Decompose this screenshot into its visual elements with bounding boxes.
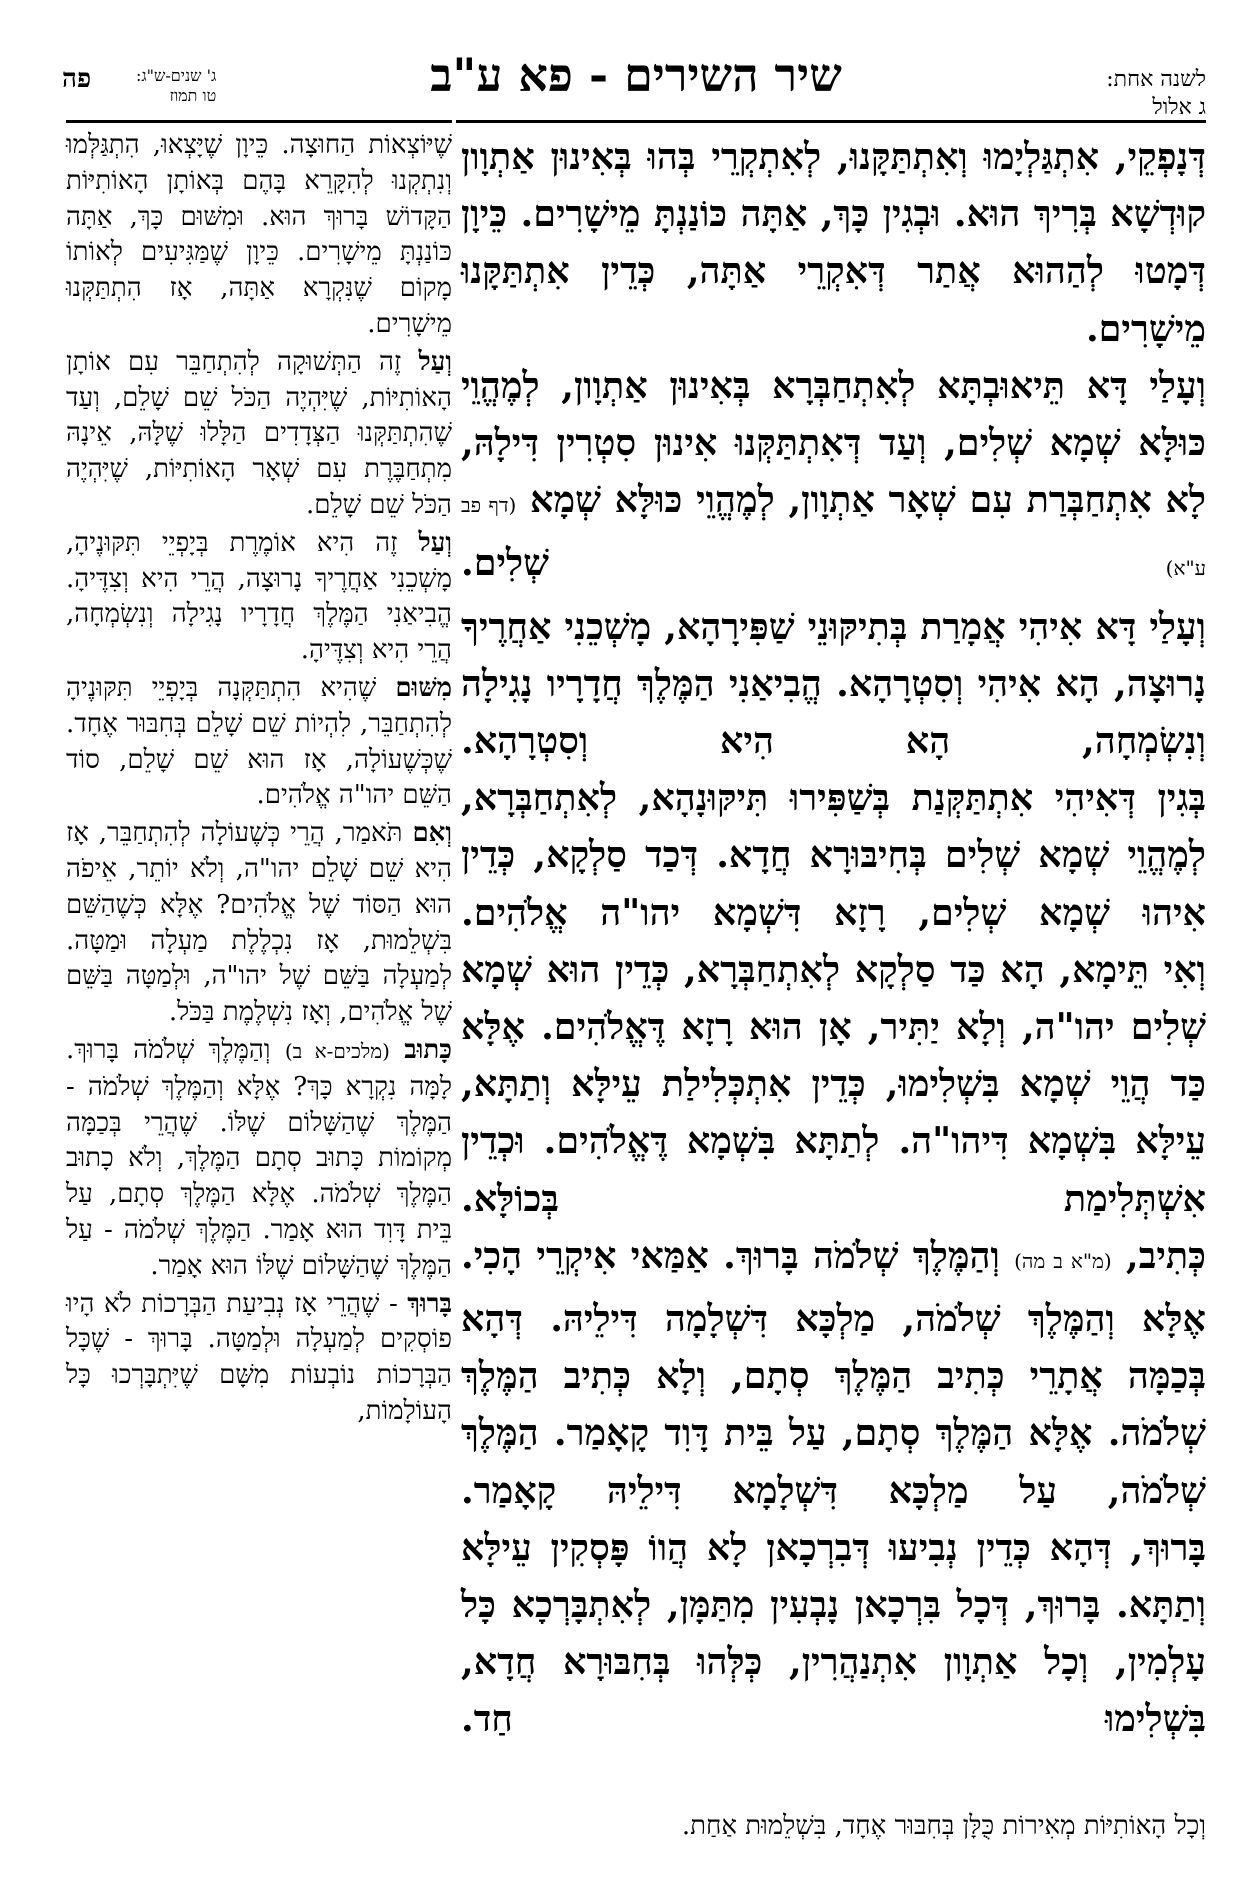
side-paragraph: מִשּׁוּם שֶׁהִיא הִתְתַּקְּנָה בְּיָפְיֵי תִּקּוּנֶיהָ לְהִתְחַבֵּר, לִהְיוֹת שֵׁם שָׁלֵם בְּחִבּוּר אֶחָד. שֶׁכְּשֶׁעוֹלָה, אָז הוּא שֵׁם שָׁלֵם, סוֹד הַשֵּׁם יהו"ה אֱלֹהִים.: [66, 672, 453, 811]
side-paragraph: שֶׁיּוֹצְאוֹת הַחוּצָה. כֵּיוָן שֶׁיָּצְאוּ, הִתְגַּלְּמוּ וְנִתְקְנוּ לְהִקָּרֵא בָּהֶם בְּאוֹתָן הָאוֹתִיּוֹת הַקָּדוֹשׁ בָּרוּךְ הוּא. וּמִשּׁוּם כָּךְ, אַתָּה כּוֹנַנְתָּ מֵישָׁרִים. כֵּיוָן שֶׁמַּגִּיעִים לְאוֹתוֹ מָקוֹם שֶׁנִּקְרָא אַתָּה, אָז הִתְתַּקְּנוּ מֵישָׁרִים.: [66, 130, 452, 339]
page-number: פה: [62, 64, 92, 94]
header-left-top: ג' שנים-ש"ג:: [136, 66, 217, 85]
main-paragraph: דְּנָפְקֵי, אִתְגַּלְיָמוּ וְאִתְתַּקָּנוּ, לְאִתְקְרֵי בְּהוּ בְּאִינוּן אַתְוָון קוּדְשָׁא בְּרִיךְ הוּא. וּבְגִין כָּךְ, אַתָּה כּוֹנַנְתָּ מֵישָׁרִים. כֵּיוָן דְּמָטוּ לְהַהוּא אֲתַר דְּאִקְרֵי אַתָּה, כְּדֵין אִתְתַּקָּנוּ מֵישָׁרִים.: [461, 135, 1206, 350]
main-paragraph: וְאִי תֵּימָא, הָא כַּד סַלְקָא לְאִתְחַבְּרָא, כְּדֵין הוּא שְׁמָא שְׁלִים יהו"ה, וְלָא יַתִּיר, אָן הוּא רָזָא דֶּאֱלֹהִים. אֶלָּא כַּד הֲוֵי שְׁמָא בִּשְׁלִימוּ, כְּדֵין אִתְכְּלִילַת עֵילָּא וְתַתָּא, עֵילָּא בִּשְׁמָא דִּיהו"ה. לְתַתָּא בִּשְׁמָא דֶּאֱלֹהִים. וּכְדֵין אִשְׁתְּלִימַת בְּכוֹלָּא.: [461, 947, 1206, 1220]
side-paragraph: וְאִם תֹּאמַר, הֲרֵי כְּשֶׁעוֹלָה לְהִתְחַבֵּר, אָז הִיא שֵׁם שָׁלֵם יהו"ה, וְלֹא יוֹתֵר, אֵיפֹה הוּא הַסּוֹד שֶׁל אֱלֹהִים? אֶלָּא כְּשֶׁהַשֵּׁם בִּשְׁלֵמוּת, אָז נִכְלֶלֶת מַעְלָה וּמַטָּה. לְמַעְלָה בַּשֵּׁם שֶׁל יהו"ה, וּלְמַטָּה בַּשֵּׁם שֶׁל אֱלֹהִים, וְאָז נִשְׁלֶמֶת בַּכֹּל.: [66, 818, 453, 1028]
side-paragraph: כָּתוּב (מלכים-א ב) וְהַמֶּלֶךְ שְׁלֹמֹה בָּרוּךְ. לָמָּה נִקְרָא כָּךְ? אֶלָּא וְהַמֶּלֶךְ שְׁלֹמֹה - הַמֶּלֶךְ שֶׁהַשָּׁלוֹם שֶׁלּוֹ. שֶׁהֲרֵי בְּכַמָּה מְקוֹמוֹת כָּתוּב סְתָם הַמֶּלֶךְ, וְלֹא כָתוּב הַמֶּלֶךְ שְׁלֹמֹה. אֶלָּא הַמֶּלֶךְ סְתָם, עַל בֵּית דָּוִד הוּא אָמַר. הַמֶּלֶךְ שְׁלֹמֹה - עַל הַמֶּלֶךְ שֶׁהַשָּׁלוֹם שֶׁלּוֹ הוּא אָמַר.: [66, 1034, 452, 1281]
header-rule-side: [66, 120, 452, 123]
side-paragraph: בָּרוּךְ - שֶׁהֲרֵי אָז נְבִיעַת הַבְּרָכוֹת לֹא הָיוּ פוֹסְקִים לְמַעְלָה וּלְמַטָּה. בָּרוּךְ - שֶׁכָּל הַבְּרָכוֹת נוֹבְעוֹת מִשָּׁם שֶׁיִּתְבָּרְכוּ כָּל הָעוֹלָמוֹת,: [66, 1288, 453, 1426]
hebrew-translation-column: [66, 128, 452, 1794]
main-paragraph: כְּתִיב, (מ"א ב מה) וְהַמֶּלֶךְ שְׁלֹמֹה בָּרוּךְ. אַמַּאי אִיקְרֵי הָכִי. אֶלָּא וְהַמֶּלֶךְ שְׁלֹמֹה, מַלְכָּא דִּשְׁלָמָה דִּילֵיהּ. דְּהָא בְּכַמָּה אֲתָרֵי כְּתִיב הַמֶּלֶךְ סְתָם, וְלָא כְּתִיב הַמֶּלֶךְ שְׁלֹמֹה. אֶלָּא הַמֶּלֶךְ סְתָם, עַל בֵּית דָּוִד קָאָמַר. הַמֶּלֶךְ שְׁלֹמֹה, עַל מַלְכָּא דִּשְׁלָמָא דִּילֵיהּ קָאָמַר.: [461, 1233, 1206, 1512]
header-rule-main: [456, 120, 1206, 123]
main-aramaic-column: [461, 128, 1206, 1794]
page-header: [62, 0, 1206, 120]
footer-line: וְכָל הָאוֹתִיּוֹת מְאִירוֹת כֻּלָּן בְּחִבּוּר אֶחָד, בִּשְׁלֵמוּת אַחַת.: [681, 1811, 1206, 1841]
side-paragraph: וְעַל זֶה הַתְּשׁוּקָה לְהִתְחַבֵּר עִם אוֹתָן הָאוֹתִיּוֹת, שֶׁיִּהְיֶה הַכֹּל שֵׁם שָׁלֵם, וְעַד שֶׁהִתְתַּקְּנוּ הַצְּדָדִים הַלָּלוּ שֶׁלָּהּ, אֵינָהּ מִתְחַבֶּרֶת עִם שְׁאָר הָאוֹתִיּוֹת, שֶׁיִּהְיֶה הַכֹּל שֵׁם שָׁלֵם.: [66, 346, 453, 520]
page-reference: (דף פב ע"א): [461, 493, 1206, 581]
header-right-top: לשנה אחת:: [1106, 67, 1206, 92]
main-paragraph: בְּגִין דְּאִיהִי אִתְתַּקְּנַת בְּשַׁפִּירוּ תִּיקּוּנָהָא, לְאִתְחַבְּרָא, לְמֶהֱוֵי שְׁמָא שְׁלִים בְּחִיבּוּרָא חֲדָא. דְּכַד סַלְקָא, כְּדֵין אִיהוּ שְׁמָא שְׁלִים, רָזָא דִּשְׁמָא יהו"ה אֱלֹהִים.: [461, 776, 1206, 934]
header-left-bottom: טו תמוז: [169, 86, 217, 105]
main-paragraph: וְעָלַי דָּא תֵּיאוּבְתָּא לְאִתְחַבְּרָא בְּאִינוּן אַתְוָון, לְמֶהֱוֵי כּוּלָּא שְׁמָא שְׁלִים, וְעַד דְּאִתְתַּקְּנוּ אִינוּן סִטְרִין דִּילָהּ, לָא אִתְחַבְּרַת עִם שְׁאָר אַתְוָון, לְמֶהֱוֵי כּוּלָּא שְׁמָא (דף פב ע"א) שְׁלִים.: [461, 363, 1206, 585]
verse-reference: (מלכים-א ב): [284, 1038, 390, 1063]
main-paragraph: בָּרוּךְ, דְּהָא כְּדֵין נְבִיעוּ דְּבִרְכָאן לָא הֲווֹ פָּסְקִין עֵילָּא וְתַתָּא. בָּרוּךְ, דְּכָל בִּרְכָאן נָבְעִין מִתַּמָּן, לְאִתְבָּרְכָא כָּל עָלְמִין, וְכָל אַתְוָון אִתְנַהֲרִין, כְּלְּהוּ בְּחִבּוּרָא חֲדָא, בִּשְׁלִימוּ חַד.: [461, 1525, 1206, 1741]
side-paragraph: וְעַל זֶה הִיא אוֹמֶרֶת בְּיָפְיֵי תִּקּוּנֶיהָ, מָשְׁכֵנִי אַחֲרֶיךָ נָרוּצָה, הֲרֵי הִיא וְצִדֶּיהָ. הֱבִיאַנִי הַמֶּלֶךְ חֲדָרָיו נָגִילָה וְנִשְׂמְחָה, הֲרֵי הִיא וְצִדֶּיהָ.: [66, 527, 452, 666]
page-title: שיר השירים - פא ע"ב: [430, 48, 842, 102]
header-right-bottom: ג אלול: [1152, 94, 1206, 120]
main-paragraph: וְעָלַי דָּא אִיהִי אֲמָרַת בְּתִיקּוּנֵי שַׁפִּירָהָא, מָשְׁכֵנִי אַחֲרֶיךָ נָרוּצָה, הָא אִיהִי וְסִטְרָהָא. הֱבִיאַנִי הַמֶּלֶךְ חֲדָרָיו נָגִילָה וְנִשְׂמְחָה, הָא הִיא וְסִטְרָהָא.: [461, 604, 1206, 763]
verse-reference: (מ"א ב מה): [1014, 1248, 1112, 1273]
header-left-dates: [136, 66, 216, 106]
